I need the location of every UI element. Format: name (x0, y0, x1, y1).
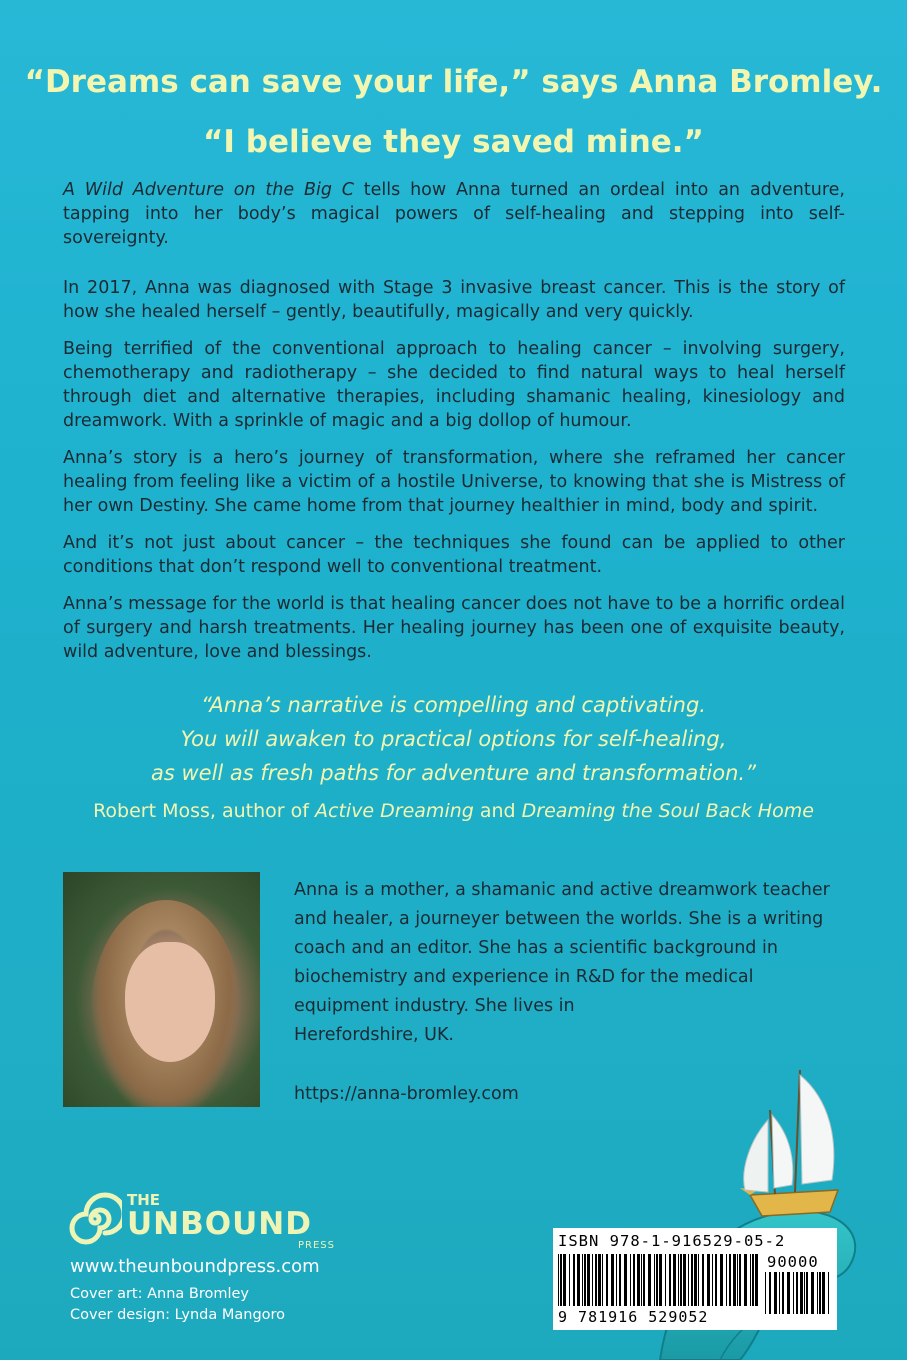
barcode-stripe (654, 1254, 655, 1306)
book-title-dreaming-soul: Dreaming the Soul Back Home (521, 800, 814, 822)
publisher-website-link[interactable]: www.theunboundpress.com (70, 1256, 320, 1277)
barcode-stripe (688, 1254, 689, 1306)
barcode-stripe (573, 1254, 575, 1306)
barcode-stripe (560, 1254, 562, 1306)
barcode-stripe (796, 1272, 798, 1314)
logo-the: THE (127, 1191, 161, 1209)
barcode-stripe (769, 1272, 771, 1314)
barcode-stripe (811, 1272, 814, 1314)
barcode-stripe (694, 1254, 697, 1306)
barcode-stripe (712, 1254, 713, 1306)
barcode-stripe (765, 1272, 766, 1314)
barcode-stripe (582, 1254, 583, 1306)
barcode-stripe (558, 1254, 559, 1306)
barcode-stripe (715, 1254, 717, 1306)
barcode-stripe (804, 1272, 805, 1314)
barcode-stripe (819, 1272, 821, 1314)
spiral-logo-icon (68, 1192, 122, 1246)
barcode-stripe (680, 1254, 682, 1306)
barcode-stripe (669, 1254, 671, 1306)
barcode-stripe (683, 1254, 686, 1306)
barcode-stripe (584, 1254, 586, 1306)
barcode-stripe (737, 1254, 738, 1306)
barcode-stripe (750, 1254, 751, 1306)
barcode-digits: 9 781916 529052 (558, 1308, 709, 1326)
quote-line: “Anna’s narrative is compelling and captivating. (201, 693, 706, 717)
cover-credits (70, 1284, 285, 1326)
barcode-stripe (569, 1254, 570, 1306)
blurb-paragraph: And it’s not just about cancer – the techniques she found can be applied to other conditions that don’t respond well to conventional treatment. (63, 533, 845, 577)
barcode-stripe (828, 1272, 829, 1314)
barcode-stripe (707, 1254, 710, 1306)
barcode-stripe (592, 1254, 593, 1306)
headline-line-1: “Dreams can save your life,” says Anna Bromley. (24, 64, 883, 100)
barcode-stripe (806, 1272, 808, 1314)
barcode-stripe (752, 1254, 754, 1306)
blurb-paragraph: In 2017, Anna was diagnosed with Stage 3 invasive breast cancer. This is the story of how she healed herself – gently, beautifully, magically and very quickly. (63, 278, 845, 322)
headline-line-2: “I believe they saved mine.” (203, 124, 704, 160)
blurb-paragraph: Anna’s story is a hero’s journey of transformation, where she reframed her cancer healing from feeling like a victim of a hostile Universe, to knowing that she is Mistress of her own Destiny. She came home from that journey healthier in mind, body and spirit. (63, 448, 845, 516)
barcode-stripe (744, 1254, 747, 1306)
barcode-stripe (656, 1254, 658, 1306)
barcode-stripe (720, 1254, 723, 1306)
unbound-press-logo (68, 1188, 358, 1252)
barcode-stripe (673, 1254, 676, 1306)
barcode-stripe (739, 1254, 741, 1306)
barcode-stripe (587, 1254, 590, 1306)
barcode-stripe (633, 1254, 635, 1306)
isbn-barcode (553, 1228, 837, 1330)
quote-line: as well as fresh paths for adventure and transformation.” (151, 761, 756, 785)
barcode-stripe (691, 1254, 693, 1306)
blurb-intro-text: tells how Anna turned an ordeal into an adventure, tapping into her body’s magical powers of self-healing and stepping into self-sovereignty. (63, 180, 845, 248)
price-barcode-bars (765, 1272, 831, 1314)
cover-art-credit: Cover art: Anna Bromley (70, 1286, 250, 1302)
barcode-stripe (641, 1254, 642, 1306)
cover-design-credit: Cover design: Lynda Mangoro (70, 1307, 286, 1323)
barcode-stripe (643, 1254, 645, 1306)
barcode-bars (558, 1254, 758, 1306)
testimonial-quote (0, 688, 907, 790)
testimonial-attribution: Robert Moss, author of Active Dreaming and Dreaming the Soul Back Home (93, 800, 814, 822)
barcode-stripe (619, 1254, 621, 1306)
barcode-stripe (733, 1254, 736, 1306)
barcode-stripe (782, 1272, 784, 1314)
barcode-stripe (755, 1254, 758, 1306)
barcode-stripe (726, 1254, 727, 1306)
barcode-stripe (630, 1254, 631, 1306)
blurb-paragraph: Being terrified of the conventional approach to healing cancer – involving surgery, chemotherapy and radiotherapy – she decided to find natural ways to heal herself through diet and alternative therapies, including shamanic healing, kinesiology and dreamwork. With a sprinkle of magic and a big dollop of humour. (63, 339, 845, 431)
book-title-active-dreaming: Active Dreaming (315, 800, 474, 822)
barcode-stripe (648, 1254, 651, 1306)
barcode-stripe (702, 1254, 704, 1306)
author-bio: Anna is a mother, a shamanic and active dreamwork teacher and healer, a journeyer between the worlds. She is a writing coach and an editor. She has a scientific background in biochemistry and experience in R&D for the medical equipment industry. She lives in Herefordshire, UK. (294, 880, 830, 1045)
author-photo (63, 872, 260, 1107)
barcode-stripe (822, 1272, 825, 1314)
barcode-stripe (602, 1254, 603, 1306)
barcode-stripe (678, 1254, 679, 1306)
barcode-stripe (595, 1254, 597, 1306)
barcode-stripe (698, 1254, 699, 1306)
barcode-stripe (729, 1254, 731, 1306)
logo-unbound: UNBOUND (127, 1206, 312, 1242)
logo-press: PRESS (298, 1240, 335, 1251)
barcode-stripe (779, 1272, 780, 1314)
blurb (63, 178, 845, 677)
quote-line: You will awaken to practical options for self-healing, (180, 727, 727, 751)
barcode-stripe (616, 1254, 617, 1306)
price-code: 90000 (767, 1253, 819, 1271)
isbn-number: ISBN 978-1-916529-05-2 (558, 1232, 786, 1250)
barcode-stripe (774, 1272, 777, 1314)
barcode-stripe (793, 1272, 794, 1314)
blurb-paragraph: Anna’s message for the world is that healing cancer does not have to be a horrific ordeal of surgery and harsh treatments. Her healing journey has been one of exquisite beauty, wild adventure, love and blessings. (63, 594, 845, 662)
book-title: A Wild Adventure on the Big C (63, 180, 354, 200)
barcode-stripe (787, 1272, 790, 1314)
barcode-stripe (611, 1254, 614, 1306)
barcode-stripe (606, 1254, 608, 1306)
barcode-stripe (665, 1254, 666, 1306)
barcode-stripe (637, 1254, 640, 1306)
barcode-stripe (800, 1272, 803, 1314)
author-website-link[interactable]: https://anna-bromley.com (294, 1084, 519, 1104)
barcode-stripe (624, 1254, 627, 1306)
barcode-stripe (563, 1254, 566, 1306)
barcode-stripe (817, 1272, 818, 1314)
blurb-intro (63, 178, 845, 250)
barcode-stripe (577, 1254, 580, 1306)
headline (0, 52, 907, 172)
barcode-stripe (659, 1254, 662, 1306)
barcode-stripe (598, 1254, 601, 1306)
